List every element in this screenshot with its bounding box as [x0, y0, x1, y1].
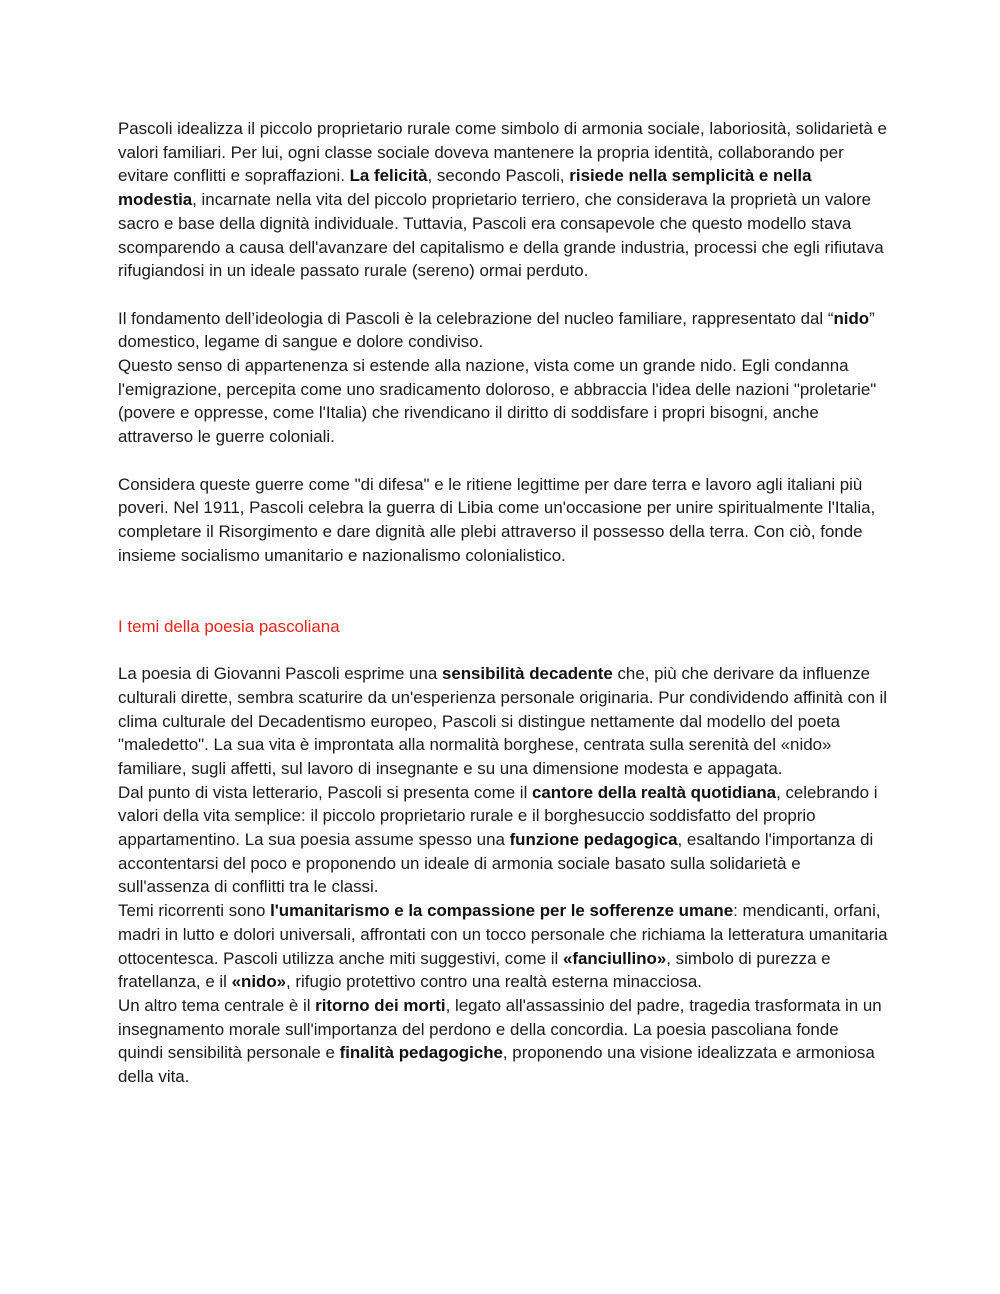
paragraph-humanitarianism	[118, 899, 888, 994]
bold-emphasis-text: cantore della realtà quotidiana	[532, 782, 777, 802]
paragraph-colonial-wars	[118, 473, 888, 568]
body-text: ” domestico, legame di sangue e dolore condiviso.	[118, 308, 875, 352]
body-text: Dal punto di vista letterario, Pascoli si presenta come il	[118, 782, 533, 802]
bold-emphasis-text: ritorno dei morti	[315, 995, 446, 1015]
bold-emphasis-text: sensibilità decadente	[441, 664, 613, 684]
body-text: , esaltando l'importanza di accontentarsi del poco e proponendo un ideale di armonia sociale basato sulla solidarietà e sull'assenza di conflitti tra le classi.	[118, 830, 874, 897]
body-text: , rifugio protettivo contro una realtà esterna minacciosa.	[286, 972, 702, 992]
bold-emphasis-text: risiede nella semplicità e nella modestia	[118, 166, 812, 210]
body-text: , secondo Pascoli,	[427, 166, 570, 186]
section-heading: I temi della poesia pascoliana	[118, 616, 340, 636]
body-text: che, più che derivare da influenze culturali dirette, sembra scaturire da un'esperienza personale originaria. Pur condividendo affinità con il clima culturale del Decadentismo europeo, Pascoli si distingue nettamente dal modello del poeta "maledetto". La sua vita è improntata alla normalità borghese, centrata sulla serenità del «nido» familiare, sugli affetti, sul lavoro di insegnante e su una dimensione modesta e appagata.	[118, 664, 888, 778]
body-text: , celebrando i valori della vita semplice: il piccolo proprietario rurale e il borghesuccio soddisfatto del proprio appartamentino. La sua poesia assume spesso una	[118, 782, 878, 850]
body-text: : mendicanti, orfani, madri in lutto e dolori universali, affrontati con un tocco personale che richiama la letteratura umanitaria ottocentesca. Pascoli utilizza anche miti suggestivi, come il	[118, 901, 888, 968]
paragraph-decadent-sensibility	[118, 662, 888, 781]
bold-emphasis-text: La felicità	[349, 166, 428, 186]
body-text: Pascoli idealizza il piccolo proprietario rurale come simbolo di armonia sociale, laboriosità, solidarietà e valori familiari. Per lui, ogni classe sociale doveva mantenere la propria identità, collaborando per evitare conflitti e sopraffazioni.	[118, 119, 887, 186]
body-text: Un altro tema centrale è il	[118, 995, 316, 1015]
body-text: La poesia di Giovanni Pascoli esprime una	[118, 664, 442, 684]
bold-emphasis-text: funzione pedagogica	[509, 830, 678, 850]
body-text: Questo senso di appartenenza si estende alla nazione, vista come un grande nido. Egli condanna l'emigrazione, percepita come uno sradicamento doloroso, e abbraccia l'idea delle nazioni "proletarie" (povere e oppresse, come l'Italia) che rivendicano il diritto di soddisfare i propri bisogni, anche attraverso le guerre coloniali.	[118, 356, 877, 447]
document-page	[118, 117, 888, 1089]
paragraph-daily-reality	[118, 781, 888, 900]
body-text: , legato all'assassinio del padre, tragedia trasformata in un insegnamento morale sull'importanza del perdono e della concordia. La poesia pascoliana fonde quindi sensibilità personale e	[118, 995, 882, 1063]
body-text: Considera queste guerre come "di difesa" e le ritiene legittime per dare terra e lavoro agli italiani più poveri. Nel 1911, Pascoli celebra la guerra di Libia come un'occasione per unire spiritualmente l'Italia, completare il Risorgimento e dare dignità alle plebi attraverso il possesso della terra. Con ciò, fonde insieme socialismo umanitario e nazionalismo colonialistico.	[118, 474, 876, 565]
paragraph-spacer	[118, 283, 888, 307]
paragraph-return-of-dead	[118, 994, 888, 1089]
bold-emphasis-text: «nido»	[231, 972, 287, 992]
body-text: , proponendo una visione idealizzata e armoniosa della vita.	[118, 1043, 875, 1087]
section-spacer	[118, 567, 888, 614]
paragraph-nation-nest	[118, 354, 888, 449]
bold-emphasis-text: «fanciullino»	[563, 948, 667, 968]
bold-emphasis-text: l'umanitarismo e la compassione per le sofferenze umane	[270, 901, 734, 921]
body-text: Temi ricorrenti sono	[118, 901, 271, 921]
paragraph-spacer	[118, 638, 888, 662]
body-text: Il fondamento dell’ideologia di Pascoli è la celebrazione del nucleo familiare, rappresentato dal “	[118, 308, 834, 328]
paragraph-spacer	[118, 449, 888, 473]
bold-emphasis-text: nido	[833, 308, 870, 328]
bold-emphasis-text: finalità pedagogiche	[339, 1043, 503, 1063]
body-text: , incarnate nella vita del piccolo proprietario terriero, che considerava la proprietà un valore sacro e base della dignità individuale. Tuttavia, Pascoli era consapevole che questo modello stava scomparendo a causa dell'avanzare del capitalismo e della grande industria, processi che egli rifiutava rifugiandosi in un ideale passato rurale (sereno) ormai perduto.	[118, 190, 884, 281]
paragraph-pascoli-ideal	[118, 117, 888, 283]
paragraph-nido-ideology	[118, 307, 888, 354]
body-text: , simbolo di purezza e fratellanza, e il	[118, 948, 831, 992]
